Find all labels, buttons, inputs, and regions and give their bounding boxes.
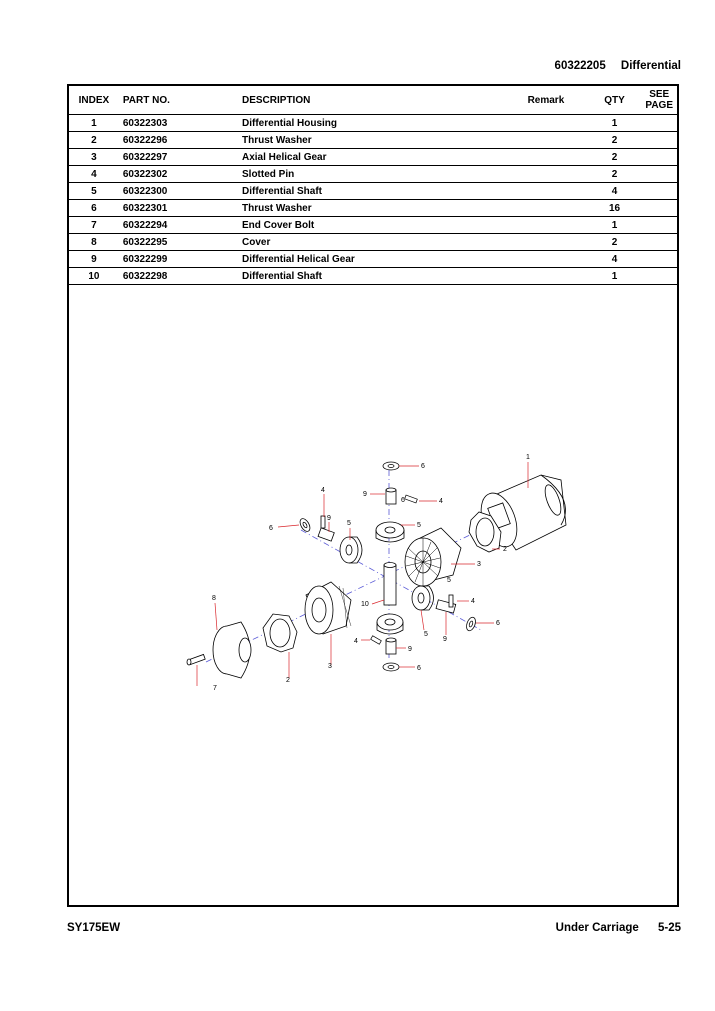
cell-part-no: 60322294 bbox=[119, 217, 238, 234]
callout-label: 1 bbox=[526, 454, 530, 461]
footer-section: Under Carriage bbox=[555, 922, 639, 934]
callout-label: 4 bbox=[354, 638, 358, 645]
col-description: DESCRIPTION bbox=[238, 86, 504, 115]
cell-part-no: 60322300 bbox=[119, 183, 238, 200]
page-header bbox=[543, 60, 681, 72]
helical-gear-top-part bbox=[386, 488, 396, 504]
cell-index: 8 bbox=[69, 234, 119, 251]
cell-description: Cover bbox=[238, 234, 504, 251]
footer-right bbox=[540, 922, 681, 934]
axial-gear-right-part bbox=[405, 528, 461, 586]
callout-label: 9 bbox=[443, 636, 447, 643]
cell-description: Thrust Washer bbox=[238, 200, 504, 217]
cell-index: 4 bbox=[69, 166, 119, 183]
differential-shaft-center-part bbox=[384, 563, 396, 606]
thrust-washer-left-large-part bbox=[263, 614, 297, 652]
cell-index: 7 bbox=[69, 217, 119, 234]
cell-qty: 2 bbox=[588, 149, 642, 166]
callout-label: 2 bbox=[286, 677, 290, 684]
callout-label: 2 bbox=[503, 546, 507, 553]
cover-part bbox=[213, 622, 251, 678]
cell-part-no: 60322298 bbox=[119, 268, 238, 285]
footer-model: SY175EW bbox=[67, 922, 121, 934]
differential-gear-bottom-part bbox=[377, 614, 403, 634]
callout-label: 5 bbox=[447, 577, 451, 584]
cell-index: 9 bbox=[69, 251, 119, 268]
differential-gear-top-part bbox=[376, 522, 404, 542]
callout-label: 6 bbox=[417, 665, 421, 672]
callout-label: 7 bbox=[213, 685, 217, 692]
callout-label: 6 bbox=[269, 525, 273, 532]
callout-label: 4 bbox=[321, 487, 325, 494]
cell-description: Thrust Washer bbox=[238, 132, 504, 149]
col-see-page-line1: SEE bbox=[649, 89, 670, 100]
axial-gear-left-part bbox=[305, 582, 351, 634]
callout-label: 4 bbox=[439, 498, 443, 505]
col-see-page-line2: PAGE bbox=[645, 100, 673, 111]
callout-label: 5 bbox=[424, 631, 428, 638]
cell-index: 2 bbox=[69, 132, 119, 149]
callout-label: 9 bbox=[408, 646, 412, 653]
cell-qty: 4 bbox=[588, 251, 642, 268]
cell-qty: 2 bbox=[588, 132, 642, 149]
cell-description: Slotted Pin bbox=[238, 166, 504, 183]
cell-description: Differential Helical Gear bbox=[238, 251, 504, 268]
callout-labels bbox=[212, 454, 530, 692]
thrust-washer-top-part bbox=[383, 462, 399, 470]
callout-label: 8 bbox=[212, 595, 216, 602]
helical-gear-right-part bbox=[436, 595, 456, 613]
callout-label: 6 bbox=[401, 497, 405, 504]
cell-index: 10 bbox=[69, 268, 119, 285]
cell-part-no: 60322299 bbox=[119, 251, 238, 268]
callout-label: 9 bbox=[363, 491, 367, 498]
cell-qty: 4 bbox=[588, 183, 642, 200]
callout-label: 10 bbox=[361, 601, 369, 608]
thrust-washer-left-part bbox=[298, 517, 312, 533]
col-part-no: PART NO. bbox=[119, 86, 238, 115]
cell-index: 5 bbox=[69, 183, 119, 200]
parts-frame bbox=[67, 84, 679, 907]
header-title: Differential bbox=[620, 60, 681, 72]
differential-gear-right-part bbox=[412, 586, 434, 610]
thrust-washer-bottom-part bbox=[383, 663, 399, 671]
callout-label: 9 bbox=[327, 515, 331, 522]
cell-part-no: 60322302 bbox=[119, 166, 238, 183]
cell-description: Differential Housing bbox=[238, 115, 504, 132]
cell-qty: 16 bbox=[588, 200, 642, 217]
footer-page-number: 5-25 bbox=[657, 922, 681, 934]
cell-part-no: 60322297 bbox=[119, 149, 238, 166]
cell-index: 1 bbox=[69, 115, 119, 132]
cell-part-no: 60322296 bbox=[119, 132, 238, 149]
cell-description: Differential Shaft bbox=[238, 268, 504, 285]
cell-qty: 1 bbox=[588, 217, 642, 234]
callout-label: 4 bbox=[471, 598, 475, 605]
exploded-diagram bbox=[69, 86, 677, 905]
cell-description: End Cover Bolt bbox=[238, 217, 504, 234]
slotted-pin-top-part bbox=[405, 495, 418, 503]
assembly-axis-lines bbox=[206, 470, 501, 662]
cell-qty: 2 bbox=[588, 166, 642, 183]
cell-description: Axial Helical Gear bbox=[238, 149, 504, 166]
cell-qty: 2 bbox=[588, 234, 642, 251]
differential-gear-left-part bbox=[340, 537, 362, 563]
callout-label: 5 bbox=[417, 522, 421, 529]
cell-part-no: 60322303 bbox=[119, 115, 238, 132]
cell-part-no: 60322295 bbox=[119, 234, 238, 251]
callout-label: 3 bbox=[328, 663, 332, 670]
callout-label: 6 bbox=[496, 620, 500, 627]
cell-qty: 1 bbox=[588, 115, 642, 132]
cell-index: 6 bbox=[69, 200, 119, 217]
helical-gear-bottom-part bbox=[386, 638, 396, 654]
cell-qty: 1 bbox=[588, 268, 642, 285]
col-qty: QTY bbox=[588, 86, 642, 115]
cell-index: 3 bbox=[69, 149, 119, 166]
callout-label: 3 bbox=[477, 561, 481, 568]
cell-description: Differential Shaft bbox=[238, 183, 504, 200]
cell-part-no: 60322301 bbox=[119, 200, 238, 217]
callout-label: 6 bbox=[421, 463, 425, 470]
callout-label: 5 bbox=[347, 520, 351, 527]
slotted-pin-bottom-part bbox=[371, 636, 382, 644]
thrust-washer-right-small-part bbox=[465, 616, 477, 632]
header-part-number: 60322205 bbox=[554, 60, 606, 72]
col-index: INDEX bbox=[69, 86, 119, 115]
end-cover-bolt-part bbox=[187, 654, 205, 665]
col-remark: Remark bbox=[504, 86, 588, 115]
